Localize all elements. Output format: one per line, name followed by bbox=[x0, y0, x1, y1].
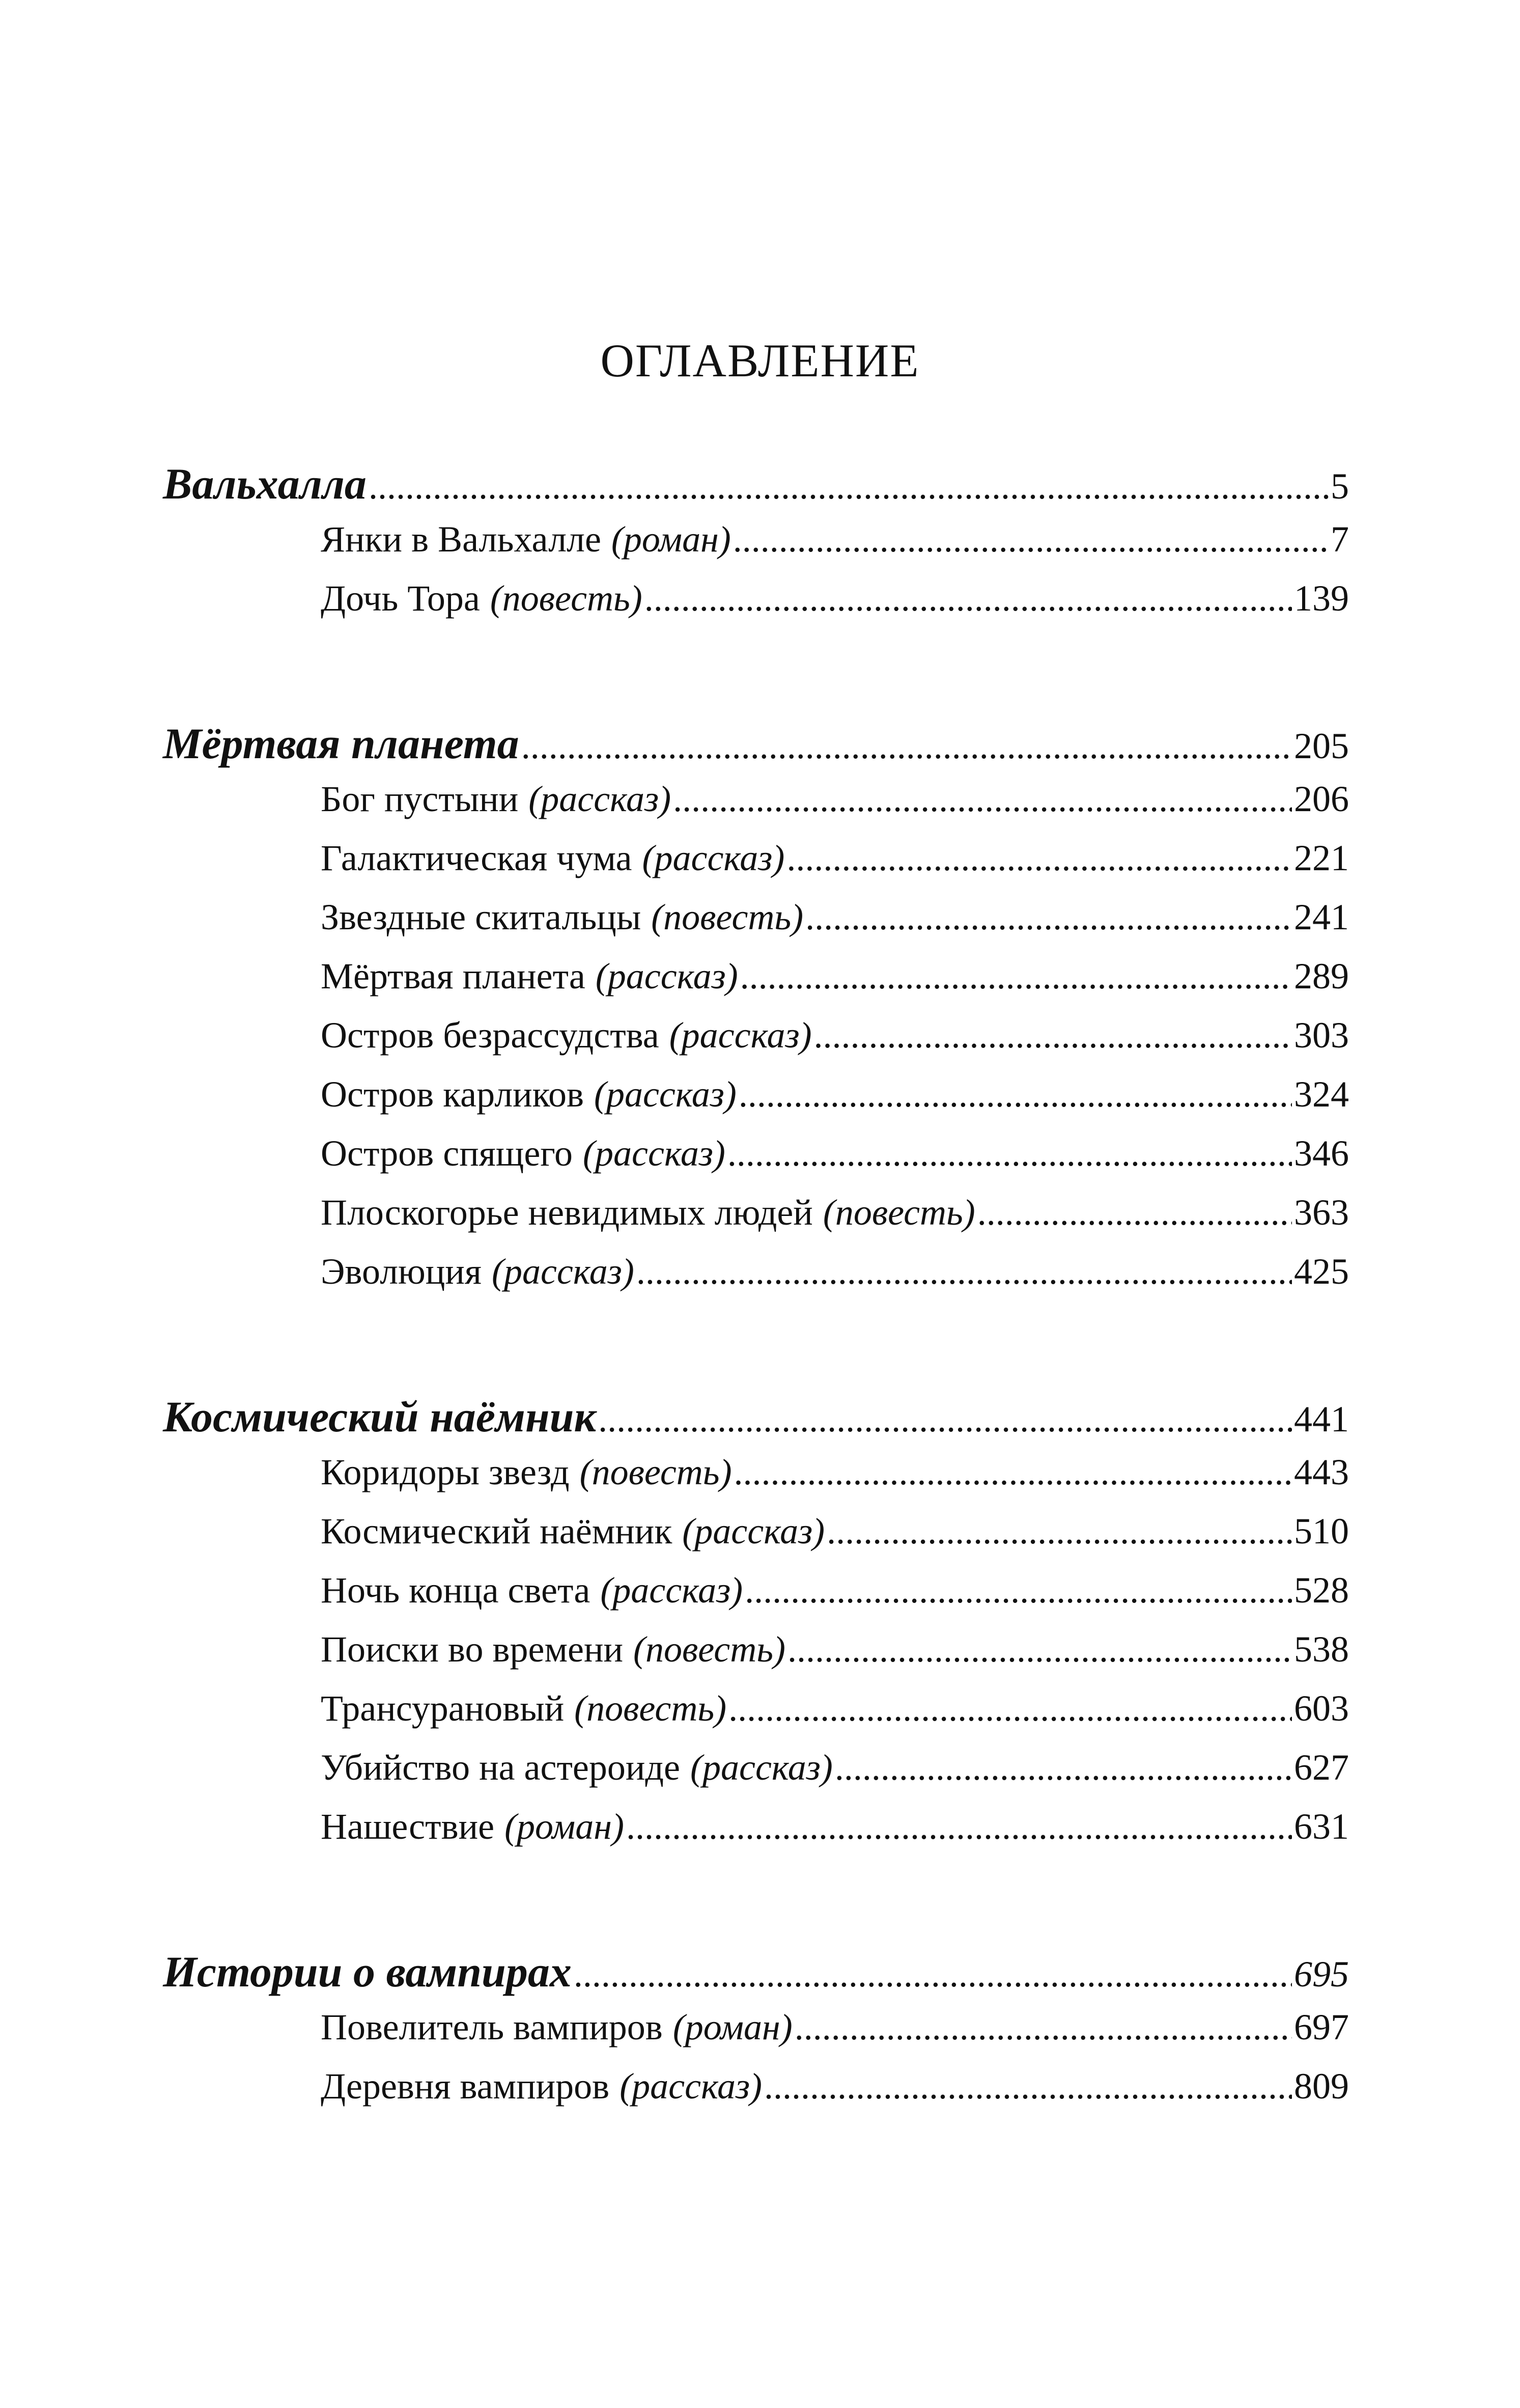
section-heading-row[interactable] bbox=[163, 718, 1349, 778]
entry-genre: (рассказ) bbox=[620, 2066, 763, 2107]
entry-page-number: 603 bbox=[1294, 1688, 1349, 1729]
entry-genre: (повесть) bbox=[823, 1192, 975, 1233]
dot-leader bbox=[673, 778, 1292, 820]
toc-entry[interactable] bbox=[163, 1569, 1349, 1628]
dot-leader bbox=[805, 896, 1292, 938]
entry-page-number: 206 bbox=[1294, 779, 1349, 819]
dot-leader bbox=[739, 1073, 1292, 1116]
entry-page-number: 697 bbox=[1294, 2007, 1349, 2047]
entry-genre: (рассказ) bbox=[595, 956, 738, 997]
entry-genre: (повесть) bbox=[574, 1688, 727, 1729]
entry-page-number: 324 bbox=[1294, 1074, 1349, 1115]
section-heading: Космический наёмник bbox=[163, 1392, 597, 1441]
toc-entry[interactable] bbox=[163, 1687, 1349, 1747]
entry-title: Деревня вампиров bbox=[321, 2066, 610, 2107]
entry-page-number: 528 bbox=[1294, 1570, 1349, 1611]
dot-leader bbox=[764, 2065, 1292, 2108]
dot-leader bbox=[977, 1192, 1292, 1234]
entry-genre: (рассказ) bbox=[583, 1133, 725, 1174]
toc-entry[interactable] bbox=[163, 1073, 1349, 1132]
toc-entry[interactable] bbox=[163, 2006, 1349, 2065]
entry-page-number: 425 bbox=[1294, 1251, 1349, 1292]
entry-genre: (рассказ) bbox=[642, 838, 785, 878]
toc-section bbox=[163, 1946, 1349, 2124]
dot-leader bbox=[835, 1747, 1292, 1789]
page-title: ОГЛАВЛЕНИЕ bbox=[600, 335, 920, 386]
entry-title: Дочь Тора bbox=[321, 578, 480, 619]
entry-page-number: 303 bbox=[1294, 1015, 1349, 1056]
entry-genre: (рассказ) bbox=[594, 1074, 737, 1115]
dot-leader bbox=[636, 1251, 1292, 1293]
toc-entry[interactable] bbox=[163, 518, 1349, 577]
section-heading-row[interactable] bbox=[163, 458, 1349, 518]
dot-leader bbox=[369, 458, 1329, 509]
toc-entry[interactable] bbox=[163, 837, 1349, 896]
toc-section bbox=[163, 458, 1349, 636]
entry-title: Трансурановый bbox=[321, 1688, 565, 1729]
section-page-number: 205 bbox=[1294, 726, 1349, 766]
dot-leader bbox=[740, 955, 1292, 998]
entry-genre: (рассказ) bbox=[528, 779, 671, 819]
dot-leader bbox=[644, 577, 1292, 620]
entry-genre: (повесть) bbox=[579, 1452, 732, 1492]
toc-entry[interactable] bbox=[163, 1451, 1349, 1510]
entry-title: Повелитель вампиров bbox=[321, 2007, 663, 2047]
section-heading: Истории о вампирах bbox=[163, 1947, 572, 1996]
entry-title: Галактическая чума bbox=[321, 838, 632, 878]
toc-entry[interactable] bbox=[163, 1747, 1349, 1806]
toc-entry[interactable] bbox=[163, 1510, 1349, 1569]
entry-title: Убийство на астероиде bbox=[321, 1747, 681, 1788]
entry-genre: (повесть) bbox=[651, 897, 804, 937]
section-page-number: 5 bbox=[1331, 466, 1349, 507]
dot-leader bbox=[626, 1806, 1292, 1848]
entry-page-number: 346 bbox=[1294, 1133, 1349, 1174]
toc-entry[interactable] bbox=[163, 577, 1349, 636]
dot-leader bbox=[734, 1451, 1292, 1493]
toc-entry[interactable] bbox=[163, 1014, 1349, 1073]
dot-leader bbox=[598, 1391, 1292, 1442]
toc-entry[interactable] bbox=[163, 1132, 1349, 1192]
toc-section bbox=[163, 1391, 1349, 1865]
entry-page-number: 139 bbox=[1294, 578, 1349, 619]
entry-genre: (повесть) bbox=[490, 578, 642, 619]
entry-title: Поиски во времени bbox=[321, 1629, 624, 1670]
table-of-contents bbox=[163, 458, 1349, 2206]
toc-entry[interactable] bbox=[163, 778, 1349, 837]
entry-genre: (рассказ) bbox=[669, 1015, 812, 1056]
entry-page-number: 627 bbox=[1294, 1747, 1349, 1788]
entry-genre: (рассказ) bbox=[600, 1570, 743, 1611]
entry-genre: (роман) bbox=[672, 2007, 793, 2047]
entry-title: Остров безрассудства bbox=[321, 1015, 659, 1056]
toc-entry[interactable] bbox=[163, 896, 1349, 955]
entry-genre: (рассказ) bbox=[491, 1251, 634, 1292]
dot-leader bbox=[574, 1946, 1292, 1997]
entry-title: Космический наёмник bbox=[321, 1511, 672, 1552]
dot-leader bbox=[733, 518, 1329, 561]
entry-genre: (роман) bbox=[504, 1806, 624, 1847]
section-heading-row[interactable] bbox=[163, 1391, 1349, 1451]
entry-title: Нашествие bbox=[321, 1806, 495, 1847]
entry-page-number: 538 bbox=[1294, 1629, 1349, 1670]
dot-leader bbox=[745, 1569, 1292, 1612]
dot-leader bbox=[795, 2006, 1292, 2049]
entry-title: Янки в Вальхалле bbox=[321, 519, 601, 560]
entry-page-number: 809 bbox=[1294, 2066, 1349, 2107]
toc-entry[interactable] bbox=[163, 1192, 1349, 1251]
section-page-number: 441 bbox=[1294, 1399, 1349, 1440]
toc-entry[interactable] bbox=[163, 2065, 1349, 2124]
toc-entry[interactable] bbox=[163, 1806, 1349, 1865]
entry-genre: (повесть) bbox=[633, 1629, 785, 1670]
entry-title: Эволюция bbox=[321, 1251, 482, 1292]
entry-page-number: 443 bbox=[1294, 1452, 1349, 1492]
dot-leader bbox=[814, 1014, 1292, 1057]
dot-leader bbox=[727, 1132, 1292, 1175]
entry-genre: (рассказ) bbox=[682, 1511, 825, 1552]
entry-page-number: 221 bbox=[1294, 838, 1349, 878]
entry-genre: (роман) bbox=[611, 519, 731, 560]
dot-leader bbox=[787, 1628, 1292, 1671]
entry-title: Бог пустыни bbox=[321, 779, 519, 819]
entry-title: Плоскогорье невидимых людей bbox=[321, 1192, 813, 1233]
entry-genre: (рассказ) bbox=[690, 1747, 833, 1788]
toc-section bbox=[163, 718, 1349, 1310]
entry-page-number: 241 bbox=[1294, 897, 1349, 937]
section-page-number: 695 bbox=[1294, 1954, 1349, 1995]
dot-leader bbox=[728, 1687, 1292, 1730]
entry-page-number: 7 bbox=[1331, 519, 1349, 560]
entry-page-number: 363 bbox=[1294, 1192, 1349, 1233]
dot-leader bbox=[827, 1510, 1292, 1553]
toc-entry[interactable] bbox=[163, 1251, 1349, 1310]
section-heading: Мёртвая планета bbox=[163, 719, 519, 768]
section-heading-row[interactable] bbox=[163, 1946, 1349, 2006]
toc-entry[interactable] bbox=[163, 1628, 1349, 1687]
entry-page-number: 510 bbox=[1294, 1511, 1349, 1552]
entry-title: Коридоры звезд bbox=[321, 1452, 570, 1492]
toc-entry[interactable] bbox=[163, 955, 1349, 1014]
entry-title: Звездные скитальцы bbox=[321, 897, 641, 937]
dot-leader bbox=[521, 718, 1292, 769]
entry-page-number: 289 bbox=[1294, 956, 1349, 997]
entry-page-number: 631 bbox=[1294, 1806, 1349, 1847]
dot-leader bbox=[786, 837, 1292, 879]
entry-title: Мёртвая планета bbox=[321, 956, 585, 997]
section-heading: Вальхалла bbox=[163, 459, 367, 508]
entry-title: Остров карликов bbox=[321, 1074, 584, 1115]
entry-title: Ночь конца света bbox=[321, 1570, 590, 1611]
entry-title: Остров спящего bbox=[321, 1133, 573, 1174]
